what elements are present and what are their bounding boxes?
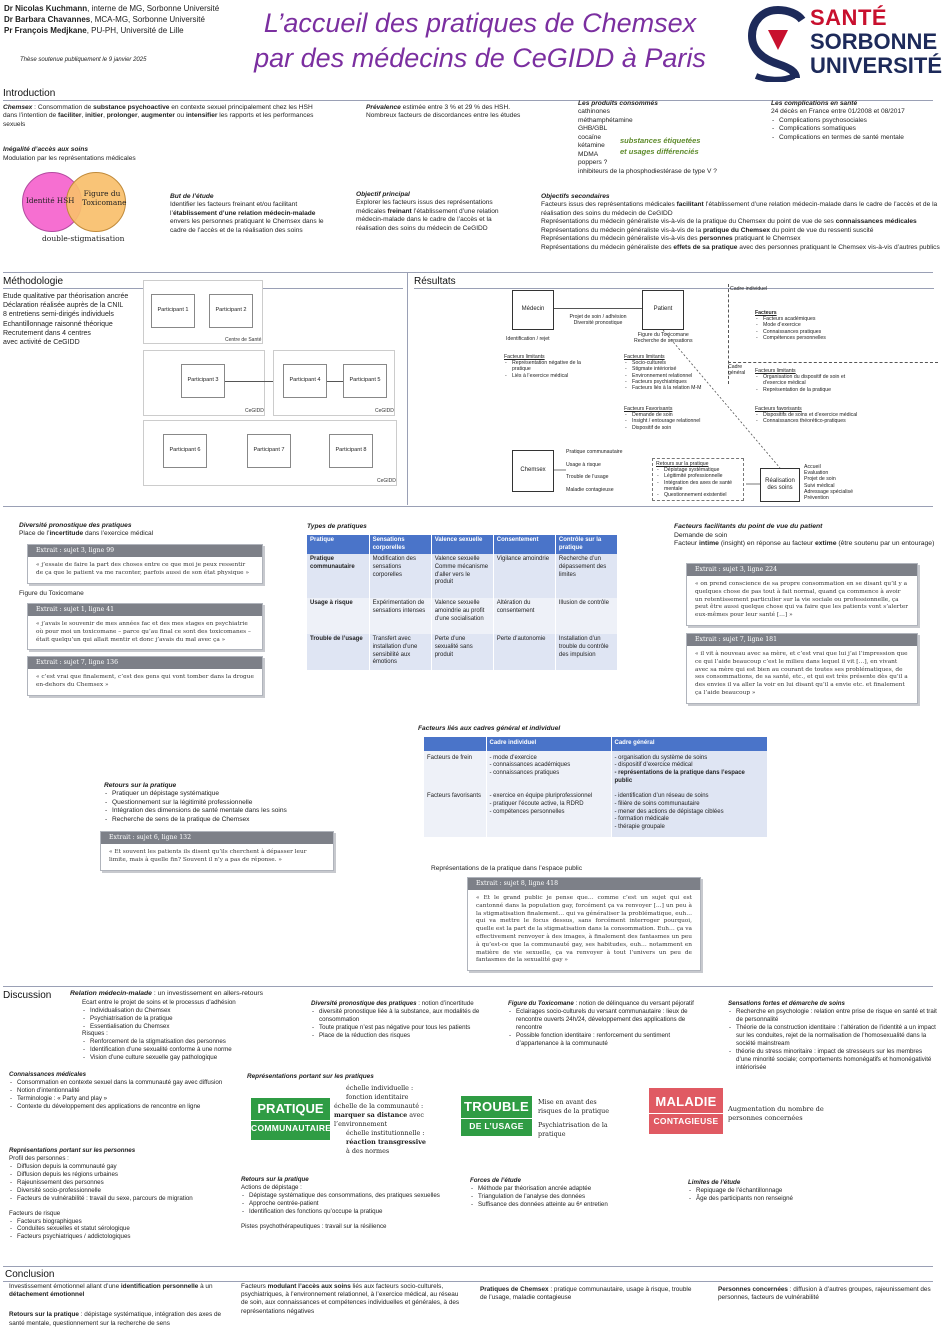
stamp1-text: échelle individuelle : fonction identitaire échelle de la communauté : marquer sa distance avec l’environnement échelle institutionnelle : réaction transgressive à des normes — [334, 1084, 426, 1155]
repr-title: Représentations de la pratique dans l’espace public — [431, 865, 583, 872]
conclusion-3: Pratiques de Chemsex : pratique communautaire, usage à risque, trouble de l’usage, maladie contagieuse — [480, 1286, 692, 1302]
arrow-4-5 — [327, 381, 343, 382]
projet-label: Projet de soin / adhésion Diversité pronostique — [569, 314, 627, 327]
conclusion-heading: Conclusion — [5, 1269, 55, 1280]
types-title: Types de pratiques — [307, 523, 367, 530]
author-3: Pr François Medjkane, PU-PH, Université de Lille — [4, 26, 184, 36]
inequality-text: Modulation par les représentations médicales — [3, 155, 136, 162]
prevalence: Prévalence estimée entre 3 % et 29 % des HSH. Nombreux facteurs de discordances entre les études — [366, 104, 521, 120]
figure-label: Figure du Toxicomane Recherche de sensations — [634, 332, 693, 345]
cadre-general-label: Cadre général — [728, 364, 746, 377]
fl-medecin: Facteurs limitants - Représentation négative de la pratique - Liés à l’exercice médical — [504, 354, 584, 379]
quote-3: Extrait : sujet 7, ligne 136 « c’est vrai que finalement, c’est des gens qui vont tomber dans la drogue en-dehors du Chemsex » — [27, 656, 263, 696]
participant-2: Participant 2 — [209, 294, 253, 328]
ff-general: Facteurs favorisants - Dispositifs de soins et d’exercice médical - Connaissances théorético-pratiques — [755, 406, 875, 425]
main-objective: Objectif principal Explorer les facteurs issus des représentations médicales freinant l’établissement d’une relation médecin-malade dans le cadre de l’accès et la réalisation des soins du médecin de CeGIDD — [356, 191, 499, 232]
participant-7: Participant 7 — [247, 434, 291, 468]
participant-4: Participant 4 — [283, 364, 327, 398]
pratiques-list: Pratique communautaire Usage à risque Trouble de l’usage Maladie contagieuse — [566, 449, 623, 494]
retours-discussion: Retours sur la pratique Actions de dépistage : - Dépistage systématique des consommations, des pratiques sexuelles - Approche centrée-patient - Identification des fonctions qu’occupe la pratique Pistes psychothérapeutiques : travail sur la résilience — [241, 1176, 456, 1231]
stamp3-text: Augmentation du nombre de personnes concernées — [728, 1105, 824, 1122]
results-diagram — [500, 284, 940, 506]
cegidd-label-3: CeGIDD — [377, 478, 396, 484]
products-block: Les produits consommés cathinones méthamphétamine GHB/GBL cocaïne kétamine MDMA poppers ? inhibiteurs de la phosphodiestérase de type V ? — [578, 100, 717, 175]
realisation-items: Accueil Evaluation Projet de soin Suivi médical Adressage spécialisé Prévention — [804, 464, 854, 502]
defense-note: Thèse soutenue publiquement le 9 janvier 2025 — [20, 57, 147, 63]
facilitating-block: Facteurs facilitants du point de vue du patient Demande de soin Facteur intime (insight) en réponse au facteur extime (être soutenu par un entourage) — [674, 523, 935, 548]
facteurs-block: Facteurs - Facteurs académiques - Mode d’exercice - Connaissances pratiques - Compétences personnelles — [755, 310, 826, 341]
chemsex-box: Chemsex — [512, 450, 554, 492]
participant-3: Participant 3 — [181, 364, 225, 398]
identification-label: Identification / rejet — [506, 336, 550, 342]
sensations-discussion: Sensations fortes et démarche de soins - Recherche en psychologie : relation entre prise de risque en santé et trait de personnalité - Théorie de la construction identitaire : l’altération de l’identité a un impact sur les conduites, rejet de la normalisation de l’homosexualité dans la société mainstream - théorie du stress minoritaire : impact de stresseurs sur les membres d’une minorité sociale; comportements homonégatifs et homonégativité intériorisée — [728, 1000, 938, 1071]
tox-title: Figure du Toxicomane — [19, 590, 84, 597]
conclusion-4: Personnes concernées : diffusion à d’autres groupes, rajeunissement des personnes, facteurs de vulnérabilité — [718, 1286, 931, 1302]
author-2: Dr Barbara Chavannes, MCA-MG, Sorbonne Université — [4, 15, 205, 25]
stamp-maladie-contagieuse: MALADIE CONTAGIEUSE — [649, 1088, 723, 1134]
participant-6: Participant 6 — [163, 434, 207, 468]
chemsex-definition: Chemsex : Consommation de substance psychoactive en contexte sexuel principalement chez les HSH dans l’intention de faciliter, initier, prolonger, augmenter ou intensifier les rapports et les performances sexuels — [3, 104, 314, 128]
venn-right-label: Figure du Toxicomane — [82, 189, 127, 207]
participant-8: Participant 8 — [329, 434, 373, 468]
limites-block: Limites de l’étude - Repiquage de l’échantillonnage - Âge des participants non renseigné — [688, 1179, 888, 1203]
rep-pratiques-title: Représentations portant sur les pratiques — [247, 1073, 374, 1080]
quote-6: Extrait : sujet 6, ligne 132 « Et souvent les patients ils disent qu’ils cherchent à dépasser leur limite, mais à quelle fin? Souvent il n’y a pas de réponse. » — [100, 831, 334, 871]
quote-2: Extrait : sujet 1, ligne 41 « j’avais le souvenir de mes années fac et des mes stages en psychiatrie où pour moi un toxicomane – parce qu’au final ce sont des toxicomanes – était quelqu’un qui allait mentir et donc j’avais du mal avec ça » — [27, 603, 263, 650]
author-1: Dr Nicolas Kuchmann, interne de MG, Sorbonne Université — [4, 4, 220, 13]
venn-caption: double-stigmatisation — [42, 234, 125, 243]
discussion-heading: Discussion — [3, 990, 52, 1001]
cegidd-label-1: CeGIDD — [245, 408, 264, 414]
participant-1: Participant 1 — [151, 294, 195, 328]
secondary-objectives: Objectifs secondaires Facteurs issus des représentations médicales facilitant l’établissement d’une relation médecin-malade dans le cadre de l’accès et de la réalisation des soins du médecin de CeGIDD Représentations du médecin généraliste vis-à-vis de la pratique du Chemsex du point de vue de ses connaissances médicales Représentations du médecin généraliste vis-à-vis de la pratique du Chemsex du point de vue du ressenti suscité Représentations du médecin généraliste vis-à-vis des personnes pratiquant le Chemsex Représentations du médecin généraliste des effets de sa pratique avec des personnes pratiquant le Chemsex vis-à-vis d’autres publics — [541, 193, 940, 251]
patient-box: Patient — [642, 290, 684, 330]
poster-title: L’accueil des pratiques de Chemsex par des médecins de CeGIDD à Paris — [254, 8, 706, 74]
results-heading: Résultats — [414, 276, 456, 287]
quote-7: Extrait : sujet 8, ligne 418 « Et le grand public je pense que… comme c’est un sujet qui est cantonné dans la population gay, forcément ça va renvoyer […] un peu à la stigmatisation finalement… qui va généraliser la problématique, euh… qui va mettre le focus dessus, sans forcément interroger pourquoi, quelle est la part de la stigmatisation dans la consommation. Euh… ça va effectivement renvoyer à des images, à finalement des fantasmes un peu à qu’est-ce que la communauté gay, ses habitudes, euh… notamment en matière de vie sexuelle, ça va renvoyer à tout l’univers un peu de fantasmes de la sexualité gay » — [467, 877, 701, 971]
stamp-trouble-usage: TROUBLE DE L’USAGE — [461, 1096, 532, 1136]
conclusion-2: Facteurs modulant l’accès aux soins liés aux facteurs socio-culturels, psychiatriques, à l’environnement relationnel, à l’exercice médical, au réseau de soin, aux connaissances et compétences individuelles et générales, à des représentations négatives — [241, 1283, 460, 1315]
stamp2-text: Mise en avant des risques de la pratique Psychiatrisation de la pratique — [538, 1098, 610, 1138]
authors — [4, 3, 219, 37]
stamp-pratique-communautaire: PRATIQUE COMMUNAUTAIRE — [251, 1098, 330, 1140]
diagram-arrows — [500, 284, 940, 506]
venn-diagram — [22, 172, 162, 244]
methodology-heading: Méthodologie — [3, 276, 64, 287]
rep-personnes-block: Représentations portant sur les personnes Profil des personnes : - Diffusion depuis la communauté gay - Diffusion depuis les régions urbaines - Rajeunissement des personnes - Diversité socio-professionnelle - Facteurs de vulnérabilité : travail du sexe, parcours de migration Facteurs de risque - Facteurs biographiques - Conduites sexuelles et statut sérologique - Facteurs psychiatriques / addictologiques — [9, 1147, 234, 1241]
products-tag: substances étiquetées et usages différenciés — [620, 136, 701, 156]
goal-block: But de l’étude Identifier les facteurs freinant et/ou facilitant l’établissement d’une relation médecin-malade envers les personnes pratiquant le Chemsex dans le cadre de l’accès et de la réalisation des soins — [170, 193, 324, 234]
complications-block: Les complications en santé 24 décès en France entre 01/2008 et 08/2017 - Complications psychosociales - Complications somatiques - Complications en termes de santé mentale — [771, 100, 941, 142]
venn-left-label: Identité HSH — [26, 196, 75, 205]
intro-heading: Introduction — [3, 88, 56, 99]
participant-5: Participant 5 — [343, 364, 387, 398]
conclusion-1: Investissement émotionnel allant d’une identification personnelle à un détachement émotionnel Retours sur la pratique : dépistage systématique, intégration des axes de santé mentale, questionnement sur la recherche de sens — [9, 1283, 222, 1327]
quote-1: Extrait : sujet 3, ligne 99 « j’essaie de faire la part des choses entre ce que moi je peux ressentir de ça que le patient va me raconter, parfois aussi de son état physique » — [27, 544, 263, 584]
cadres-table: Cadre individuel Cadre général Facteurs de frein - mode d’exercice - connaissances académiques - connaissances pratiques - organisation du système de soins - dispositif d’exercice médical - représentations de la pratique dans l’espace public Facteurs favorisants - exercice en équipe pluriprofessionnel - pratiquer l’écoute active, la RDRD - compétences personnelles - identification d’un réseau de soins - filière de soins communautaire - mener des actions de dépistage ciblées - formation médicale - thérapie groupale — [424, 737, 768, 837]
retours-block: Retours sur la pratique - Pratiquer un dépistage systématique - Questionnement sur la légitimité professionnelle - Intégration des dimensions de santé mentale dans les soins - Recherche de sens de la pratique de Chemsex — [104, 782, 334, 824]
types-table: Pratique Sensations corporelles Valence sexuelle Consentement Contrôle sur la pratique Pratique communautaire Modification des sensations corporelles Valence sexuelle Comme mécanisme d’aller vers le produit Vigilance amoindrie Recherche d’un dépassement des limites Usage à risque Expérimentation de sensations intenses Valence sexuelle amoindrie au profit d’une socialisation Altération du consentement Illusion de contrôle Trouble de l’usage Transfert avec installation d’une sensibilité aux émotions Perte d’une sexualité sans produit Perte d’autonomie Installation d’un trouble du contrôle des impulsion — [307, 535, 618, 670]
realisation-box: Réalisation des soins — [760, 468, 800, 502]
forces-block: Forces de l’étude - Méthode par théorisation ancrée adaptée - Triangulation de l’analyse des données - Suffisance des données atteinte au 6ᵉ entretien — [470, 1177, 670, 1209]
figure-discussion: Figure du Toxicomane : notion de délinquance du versant péjoratif - Eclairages socio-culturels du versant communautaire : lieux de rencontre ouverts 24h/24, développement des applications de rencontre - Possible fonction identitaire : renforcement du sentiment d’appartenance à la communauté — [508, 1000, 708, 1048]
centre-sante-label: Centre de Santé — [225, 337, 262, 343]
methodology-diagram — [143, 280, 405, 492]
logo-emblem-icon — [748, 6, 808, 82]
relation-block: Relation médecin-malade : un investissement en allers-retours Ecart entre le projet de soins et le processus d’adhésion - Individualisation du Chemsex - Psychiatrisation de la pratique - Essentialisation du Chemsex Risques : - Renforcement de la stigmatisation des personnes - Identification d’une sexualité conforme à une norme - Vision d’une culture sexuelle gay pathologique — [70, 990, 305, 1062]
cegidd-label-2: CeGIDD — [375, 408, 394, 414]
fl-general: Facteurs limitants - Organisation du dispositif de soin et d’exercice médical - Représentation de la pratique — [755, 368, 865, 393]
cadre-individuel-label: Cadre individuel — [730, 286, 768, 292]
sorbonne-logo: SANTÉ SORBONNE UNIVERSITÉ — [748, 4, 946, 84]
patient-realisation-arrow — [663, 330, 780, 468]
ff-patient: Facteurs Favorisants - Demande de soin - Insight / entourage relationnel - Dispositif de soin — [624, 406, 724, 431]
cadres-title: Facteurs liés aux cadres général et individuel — [418, 725, 561, 732]
medecin-box: Médecin — [512, 290, 554, 330]
methodology-list: Etude qualitative par théorisation ancrée Déclaration réalisée auprès de la CNIL 8 entretiens semi-dirigés individuels Echantillonnage raisonné théorique Recrutement dans 4 centres avec activité de CeGIDD — [3, 293, 129, 347]
diversity-discussion: Diversité pronostique des pratiques : notion d’incertitude - diversité pronostique liée à la substance, aux modalités de consommation - Toute pratique n’est pas négative pour tous les patients - Place de la réduction des risques — [311, 1000, 499, 1040]
diversity-block: Diversité pronostique des pratiques Place de l’incertitude dans l’exercice médical — [19, 522, 154, 538]
fl-patient: Facteurs limitants - Socio-culturels - Stigmate intériorisé - Environnement relationnel - Facteurs psychiatriques - Facteurs liés à la relation M-M — [624, 354, 724, 391]
connaissances-block: Connaissances médicales - Consommation en contexte sexuel dans la communauté gay avec diffusion - Notion d’intentionnalité - Terminologie : « Party and play » - Contexte du développement des applications de rencontre en ligne — [9, 1071, 224, 1111]
inequality-title: Inégalité d’accès aux soins — [3, 146, 89, 153]
retours-box: Retours sur la pratique - Dépistage systématique - Légitimité professionnelle - Intégration des axes de santé mentale - Questionnement existentiel — [652, 458, 744, 501]
quote-4: Extrait : sujet 3, ligne 224 « on prend conscience de sa propre consommation en se disant qu’il y a quelques chose de pas tout à fait normal, quand ça commence à avoir un retentissement particulier sur la vie sociale ou professionnelle, ça peut être aussi quelque chose qui va faire que les patients vont s’alerter eux-mêmes pour leur santé […] » — [686, 563, 918, 626]
quote-5: Extrait : sujet 7, ligne 181 « il vit à nouveau avec sa mère, et c’est vrai que lui j’ai l’impression que ce qui l’aide beaucoup c’est le milieu dans lequel il vit […], en vivant avec sa mère qui est bien au courant de toutes ses problématiques, de ses consommations, de sa santé, etc., et qui est très présente dès qu’il a des envies il va aller la voir en lui disant qu’il a envie etc. et finalement ça l’aide beaucoup » — [686, 633, 918, 704]
